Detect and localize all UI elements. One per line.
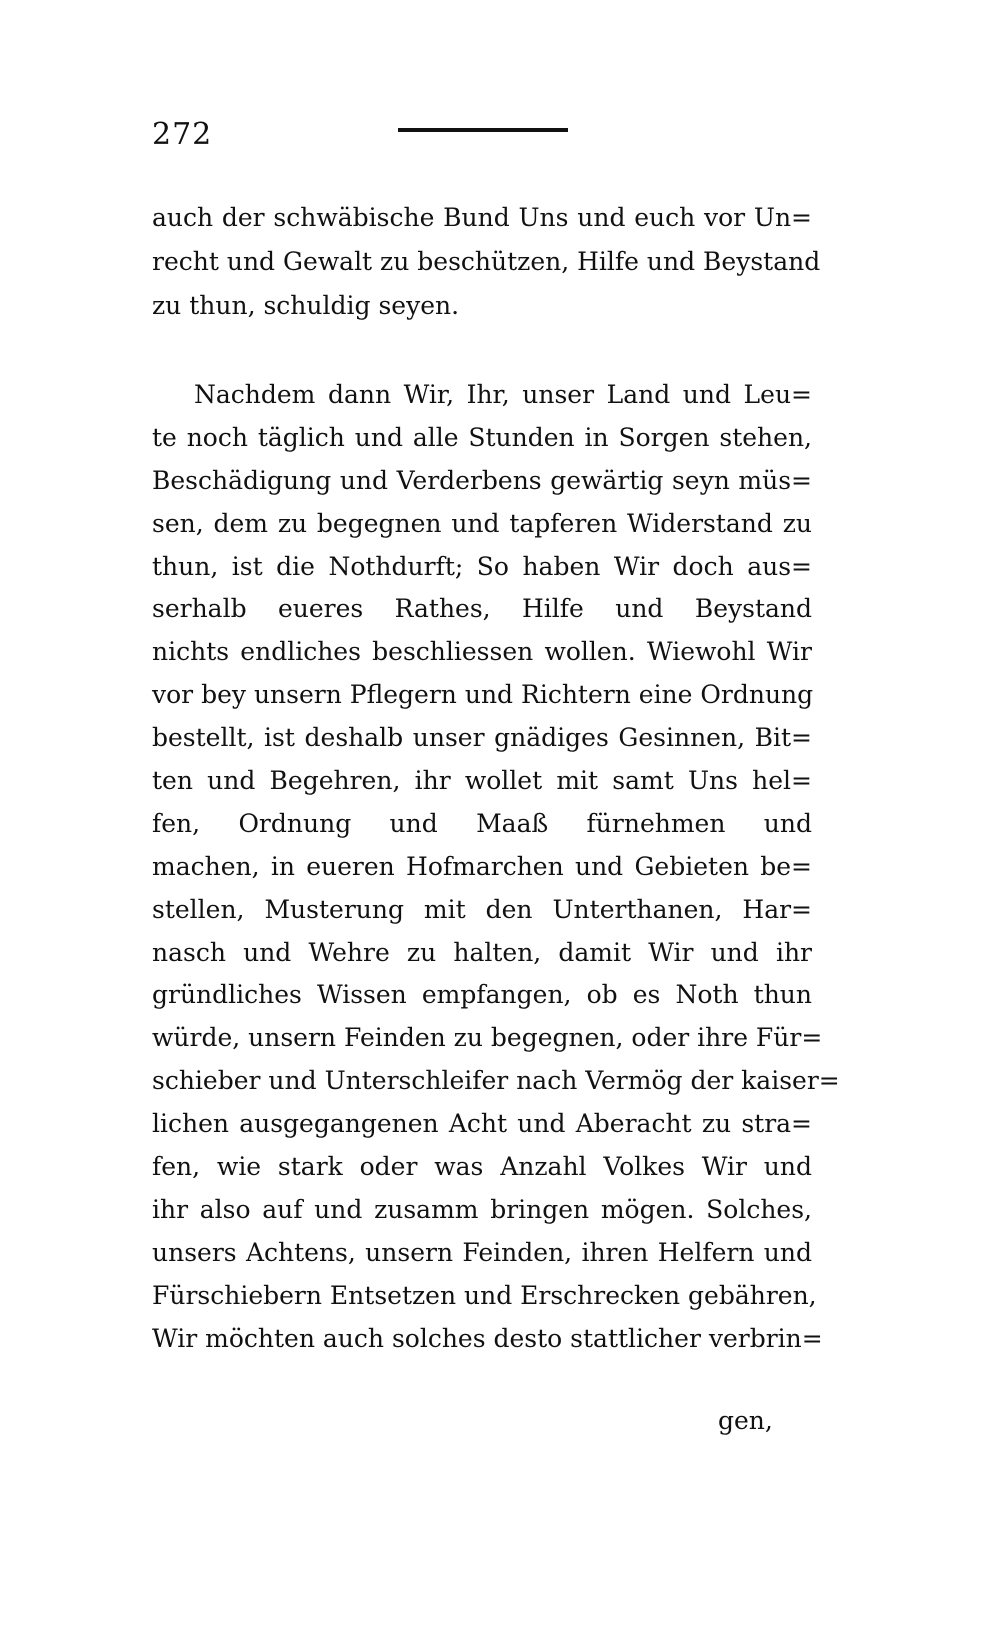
text-line: auch der schwäbische Bund Uns und euch vor Un= — [152, 203, 812, 232]
text-line: ihr also auf und zusamm bringen mögen. Solches, — [152, 1194, 812, 1224]
text-line: Beschädigung und Verderbens gewärtig seyn müs= — [152, 465, 812, 495]
text-line: Fürschiebern Entsetzen und Erschrecken gebähren, — [152, 1280, 817, 1310]
text-line: fen, Ordnung und Maaß fürnehmen und — [152, 808, 812, 838]
text-line: nichts endliches beschliessen wollen. Wiewohl Wir — [152, 637, 812, 667]
text-line: Wir möchten auch solches desto stattlicher verbrin= — [152, 1323, 823, 1353]
text-line: würde, unsern Feinden zu begegnen, oder ihre Für= — [152, 1023, 823, 1053]
text-line: stellen, Musterung mit den Unterthanen, Har= — [152, 894, 812, 924]
text-line: nasch und Wehre zu halten, damit Wir und ihr — [152, 937, 812, 967]
text-line: lichen ausgegangenen Acht und Aberacht zu stra= — [152, 1109, 812, 1139]
text-line: fen, wie stark oder was Anzahl Volkes Wir und — [152, 1152, 812, 1182]
text-line: vor bey unsern Pflegern und Richtern eine Ordnung — [152, 680, 814, 710]
text-line: thun, ist die Nothdurft; So haben Wir doch aus= — [152, 551, 812, 581]
text-line: ten und Begehren, ihr wollet mit samt Uns hel= — [152, 766, 812, 796]
catchword: gen, — [718, 1406, 773, 1435]
text-line: sen, dem zu begegnen und tapferen Widerstand zu — [152, 508, 812, 538]
text-line: unsers Achtens, unsern Feinden, ihren Helfern und — [152, 1237, 812, 1267]
text-line: gründliches Wissen empfangen, ob es Noth thun — [152, 980, 812, 1010]
text-line: machen, in eueren Hofmarchen und Gebieten be= — [152, 851, 812, 881]
text-line: Nachdem dann Wir, Ihr, unser Land und Leu= — [194, 380, 812, 409]
paragraph-2 — [152, 374, 840, 1360]
text-line: recht und Gewalt zu beschützen, Hilfe und Beystand — [152, 247, 821, 276]
text-line: te noch täglich und alle Stunden in Sorgen stehen, — [152, 422, 812, 452]
text-line: schieber und Unterschleifer nach Vermög der kaiser= — [152, 1066, 840, 1096]
text-line: serhalb eueres Rathes, Hilfe und Beystand — [152, 594, 812, 624]
text-line: bestellt, ist deshalb unser gnädiges Gesinnen, Bit= — [152, 723, 812, 753]
header-rule — [398, 128, 568, 132]
paragraph-1 — [152, 196, 821, 328]
text-line: zu thun, schuldig seyen. — [152, 291, 460, 320]
page-number: 272 — [152, 117, 213, 152]
